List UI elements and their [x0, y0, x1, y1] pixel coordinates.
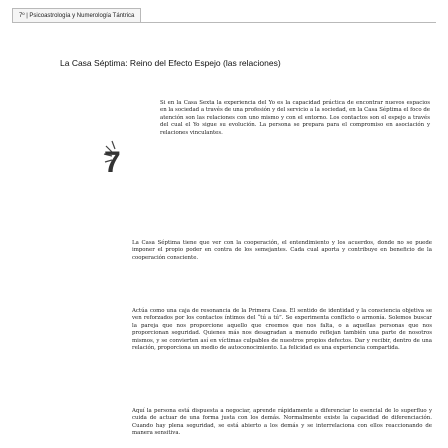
- paragraph-1: Si en la Casa Sexta la experiencia del Yo es la capacidad práctica de encontrar nuevos espacios en la sociedad a través de una profesión y del servicio a la sociedad, en la Casa Séptima el foco de atención son las relaciones con uno mismo y con el entorno. Los contactos son el espejo a través del cual el Yo sigue su evolución. La persona se prepara para el compromiso en asociación y relaciones vinculantes.: [160, 100, 430, 136]
- chapter-marker: [102, 136, 156, 190]
- paragraph-3: Actúa como una caja de resonancia de la Primera Casa. El sentido de identidad y la consciencia objetiva se ven reforzados por los contactos íntimos del “tú a tú”. Se experimenta conflicto o armonía. Solemos buscar la pareja que nos proporcione aquello que creemos que nos falta, o a aquellas personas que nos proporcionan seguridad. Quienes más nos desagradan a menudo reflejan también una parte de nosotros mismos, y se convierten así en víctimas culpables de nuestros propios defectos. Dar y recibir, dentro de una relación, proporciona un medio de autoconocimiento. La felicidad es una experiencia compartida.: [132, 308, 432, 352]
- paragraph-4: Aquí la persona está dispuesta a negociar, aprende rápidamente a diferenciar lo esencial de lo superfluo y cuida de actuar de una forma justa con los demás. Normalmente existe la capacidad de diferenciación. Cuando hay plena seguridad, se está abierto a los demás y se interrelaciona con ellos reaccionando de manera sensitiva.: [132, 408, 432, 437]
- chapter-number: 7: [104, 146, 121, 179]
- document-title: La Casa Séptima: Reino del Efecto Espejo (las relaciones): [60, 58, 281, 68]
- paragraph-2: La Casa Séptima tiene que ver con la cooperación, el entendimiento y los acuerdos, donde no se puede imponer el propio poder en contra de los semejantes. Cada cual aporta y contribuye en beneficio de la cooperación consciente.: [132, 240, 432, 261]
- document-header-tab: 7º | Psicoastrología y Numerología Tántrica: [12, 8, 141, 23]
- header-divider: [12, 22, 436, 23]
